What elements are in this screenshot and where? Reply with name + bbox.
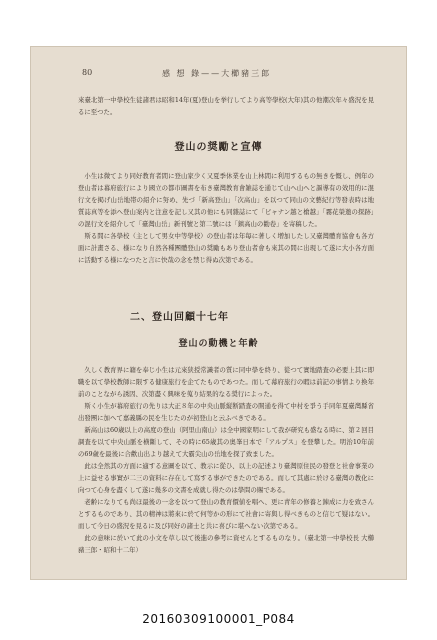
- section-heading-motivation: 登山の動機と年齢: [178, 339, 259, 349]
- section1-body: [78, 170, 374, 302]
- body-paragraph: 此の意味に於いて此の小文を草し以て後進の參考に資せんとするものなり。（臺北第一中學校長 大櫛豬三郎・昭和十二年）: [78, 534, 374, 554]
- body-paragraph: 老齢になりても尚ほ最後の一念を以つて登山の教育價値を唱へ、更に青年の修養と錬成に力を致さんとするものであり、其の精神は將來に於て何等かの形にて社會に寄與し得べきものと信じて疑はない。而して今日の盛況を見るに及び同好の諸士と共に喜びに堪へない次第である。: [78, 498, 374, 530]
- archive-id-caption: 20160309100001_P084: [142, 612, 295, 626]
- chapter-heading: 二、登山回顧十七年: [130, 312, 229, 323]
- page-header: [30, 68, 407, 82]
- body-paragraph: 斯く小生が幕府旅行の先りは大正８年の中央山脈縦断踏査の開通を得て中村を爭う手同年夏臺灣縣省出發團に加へて嘉義縣の民を生じたのが初登山と云ふべきである。: [78, 402, 374, 422]
- document-page: [30, 46, 407, 580]
- intro-paragraph: 來臺北第一中學校生徒諸君は昭和14年(夏)登山を挙行してより高等學校(大年)其の他潮次年々盛況を見るに至つた。: [78, 96, 374, 116]
- running-title: 感 想 錄——大櫛豬三郎: [162, 69, 272, 78]
- body-paragraph: 此は全然其の方面に適する意圖を以て、教示に從ひ、以上の記述より臺灣原住民の發登と社會事業の上に益せる事實が二三の資料に存在して寫する事ができたのである。而して其處に於ける臺灣の教化に向つて心身を盡くして遂に幾多の文書を成就し得たのは學問の賜である。: [78, 462, 374, 494]
- body-paragraph: 新高山は60歳以上の高度の登山（阿里山南山）は全中國家明にして我が研究も盛なる時に、第２回目調査を以て中央山脈を横斷して、その時に65歳其の奥峯日本で「アルプス」を登攀した。明治10年前の69歳を最後に合歡山出より越えて大霸尖山の岳地を探了致ました。: [78, 426, 374, 458]
- body-paragraph: 久しく教育界に籍を奉じ小生は元來狭授常識者の質に同中學を終り、從つて實地踏査の必要上其に即職を以て學校教師に限する健康旅行を企てたものであつた。而して幕府旅行の暇は前記の事情より換年前のことながら誘因、次第盡く興味を蒐り結果的なる奨行によった。: [78, 366, 374, 398]
- section2-body: [78, 364, 374, 568]
- section-heading-promotion: 登山の奨勵と宣傳: [174, 142, 263, 153]
- intro-text: [78, 94, 374, 118]
- page-number: 80: [82, 68, 93, 77]
- body-paragraph: 小生は微てより同好教育者間に登山家少く又夏季休業を山上林間に利用するもの無きを慨し、例年の登山者は幕府旅行により國立の都市圖書を布き臺灣教育會雑誌を通じて山へ山へと謳導有の效用的に混行文を掲げ山岳地帯の紹介に努め、先づ「新高登山」「次高山」を以つて同山の文藝紀行等發表時は地質誌真等を添へ登山案内と注意を記し又其の他にも同雜誌にて「ピャナン越と槍越」「霧花榮邀の探跡」の混行文を紹介して「臺灣山岳」新刊號と第二號には「鎮高山の勸卷」を寄稿した。: [78, 172, 374, 228]
- body-paragraph: 斯る間に各學校（主として男女中等學校）の登山者は年毎に著しく増加したし又臺灣體育協會も各方面に計畫さる、様になり自然各種團體登山の奨勵もあり登山者會も來其の間に出現して遂に大小各方面に活動する様になつたと言に快哉の念を禁じ得ぬ次第である。: [78, 232, 374, 264]
